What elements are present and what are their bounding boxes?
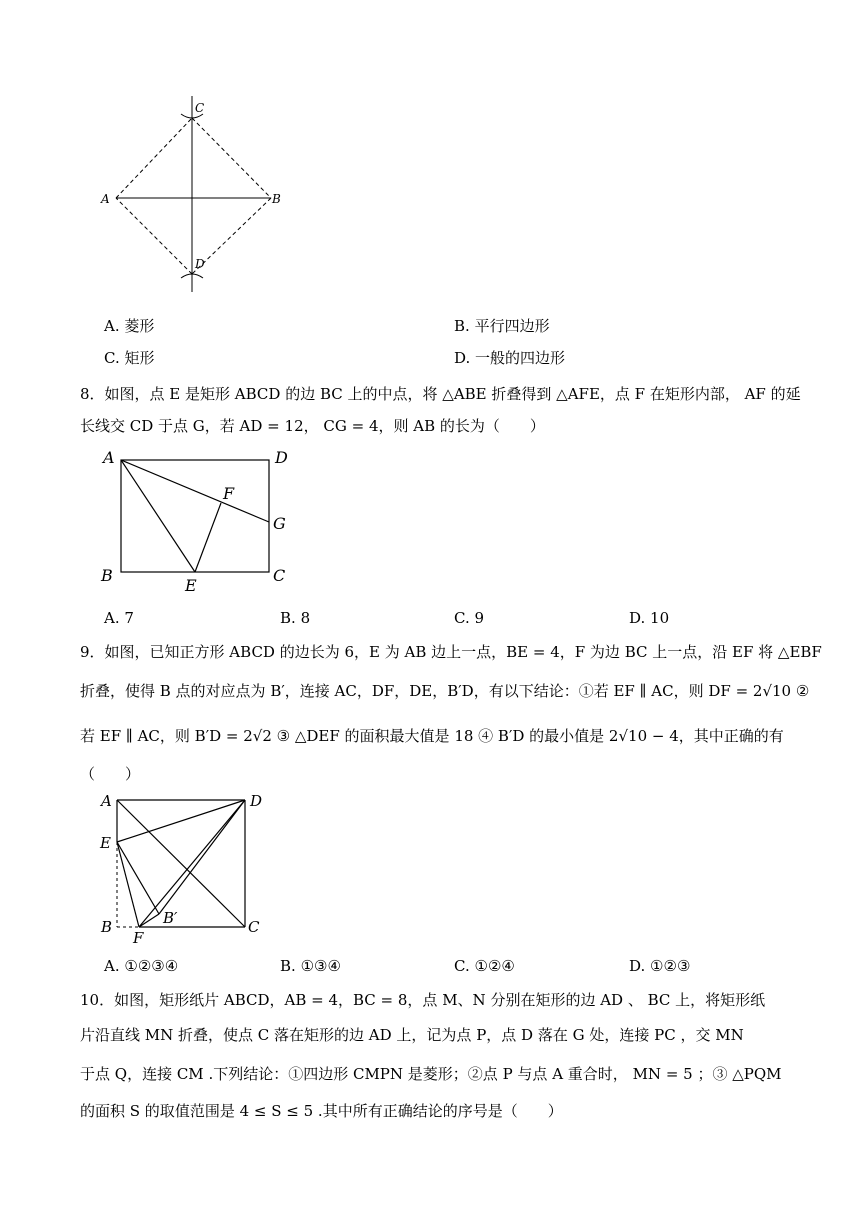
q10-stem-line-4: 的面积 S 的取值范围是 4 ≤ S ≤ 5 .其中所有正确结论的序号是（ ） xyxy=(80,1102,563,1120)
q8-label-d: D xyxy=(275,448,288,467)
q9-answer-paren: （ ） xyxy=(80,765,141,783)
q7-label-a: A xyxy=(101,192,110,206)
q8-label-b: B xyxy=(101,566,113,585)
q8-figure xyxy=(95,445,305,595)
q8-stem-line-1: 8．如图，点 E 是矩形 ABCD 的边 BC 上的中点，将 △ABE 折叠得到 △AFE，点 F 在矩形内部， AF 的延 xyxy=(80,385,801,403)
q10-stem-line-3: 于点 Q，连接 CM .下列结论：①四边形 CMPN 是菱形；②点 P 与点 A 重合时， MN = 5 ；③ △PQM xyxy=(80,1065,782,1083)
q9-label-b: B xyxy=(101,918,113,936)
q10-stem-line-2: 片沿直线 MN 折叠，使点 C 落在矩形的边 AD 上，记为点 P，点 D 落在 G 处，连接 PC ，交 MN xyxy=(80,1026,744,1044)
q9-figure xyxy=(95,790,275,945)
q9-label-c: C xyxy=(248,918,260,936)
q7-label-b: B xyxy=(272,192,281,206)
q7-label-c: C xyxy=(195,101,205,115)
q9-option-c[interactable]: C. ①②④ xyxy=(454,957,515,975)
q10-stem-line-1: 10．如图，矩形纸片 ABCD，AB = 4，BC = 8，点 M、N 分别在矩形的边 AD 、 BC 上，将矩形纸 xyxy=(80,991,766,1009)
q9-stem-line-1: 9．如图，已知正方形 ABCD 的边长为 6，E 为 AB 边上一点，BE = 4，F 为边 BC 上一点，沿 EF 将 △EBF xyxy=(80,643,822,661)
q8-label-f: F xyxy=(223,484,235,503)
q9-stem-line-2: 折叠，使得 B 点的对应点为 B′，连接 AC，DF，DE，B′D，有以下结论：①若 EF ∥ AC，则 DF = 2√10 ② xyxy=(80,682,810,700)
q9-label-f: F xyxy=(133,929,144,945)
q8-stem-line-2: 长线交 CD 于点 G，若 AD = 12， CG = 4，则 AB 的长为（ ） xyxy=(80,417,545,435)
q8-label-a: A xyxy=(103,448,115,467)
q7-option-c[interactable]: C. 矩形 xyxy=(104,349,155,367)
q8-label-c: C xyxy=(273,566,286,585)
q7-option-a[interactable]: A. 菱形 xyxy=(104,317,155,335)
q7-figure xyxy=(95,92,295,292)
q8-label-e: E xyxy=(185,576,197,595)
q7-option-d[interactable]: D. 一般的四边形 xyxy=(454,349,566,367)
q7-option-b[interactable]: B. 平行四边形 xyxy=(454,317,550,335)
q9-label-d: D xyxy=(250,792,263,810)
q8-option-b[interactable]: B. 8 xyxy=(280,609,311,627)
q8-option-a[interactable]: A. 7 xyxy=(104,609,134,627)
q8-option-d[interactable]: D. 10 xyxy=(629,609,670,627)
q8-label-g: G xyxy=(273,514,286,533)
q9-stem-line-3: 若 EF ∥ AC，则 B′D = 2√2 ③ △DEF 的面积最大值是 18 ④ B′D 的最小值是 2√10 − 4，其中正确的有 xyxy=(80,727,784,745)
q9-label-a: A xyxy=(101,792,112,810)
q9-label-b-prime: B′ xyxy=(163,909,178,927)
q9-option-a[interactable]: A. ①②③④ xyxy=(104,957,179,975)
q9-option-d[interactable]: D. ①②③ xyxy=(629,957,691,975)
q8-option-c[interactable]: C. 9 xyxy=(454,609,485,627)
q9-label-e: E xyxy=(100,834,111,852)
q9-option-b[interactable]: B. ①③④ xyxy=(280,957,341,975)
q7-label-d: D xyxy=(195,257,205,271)
